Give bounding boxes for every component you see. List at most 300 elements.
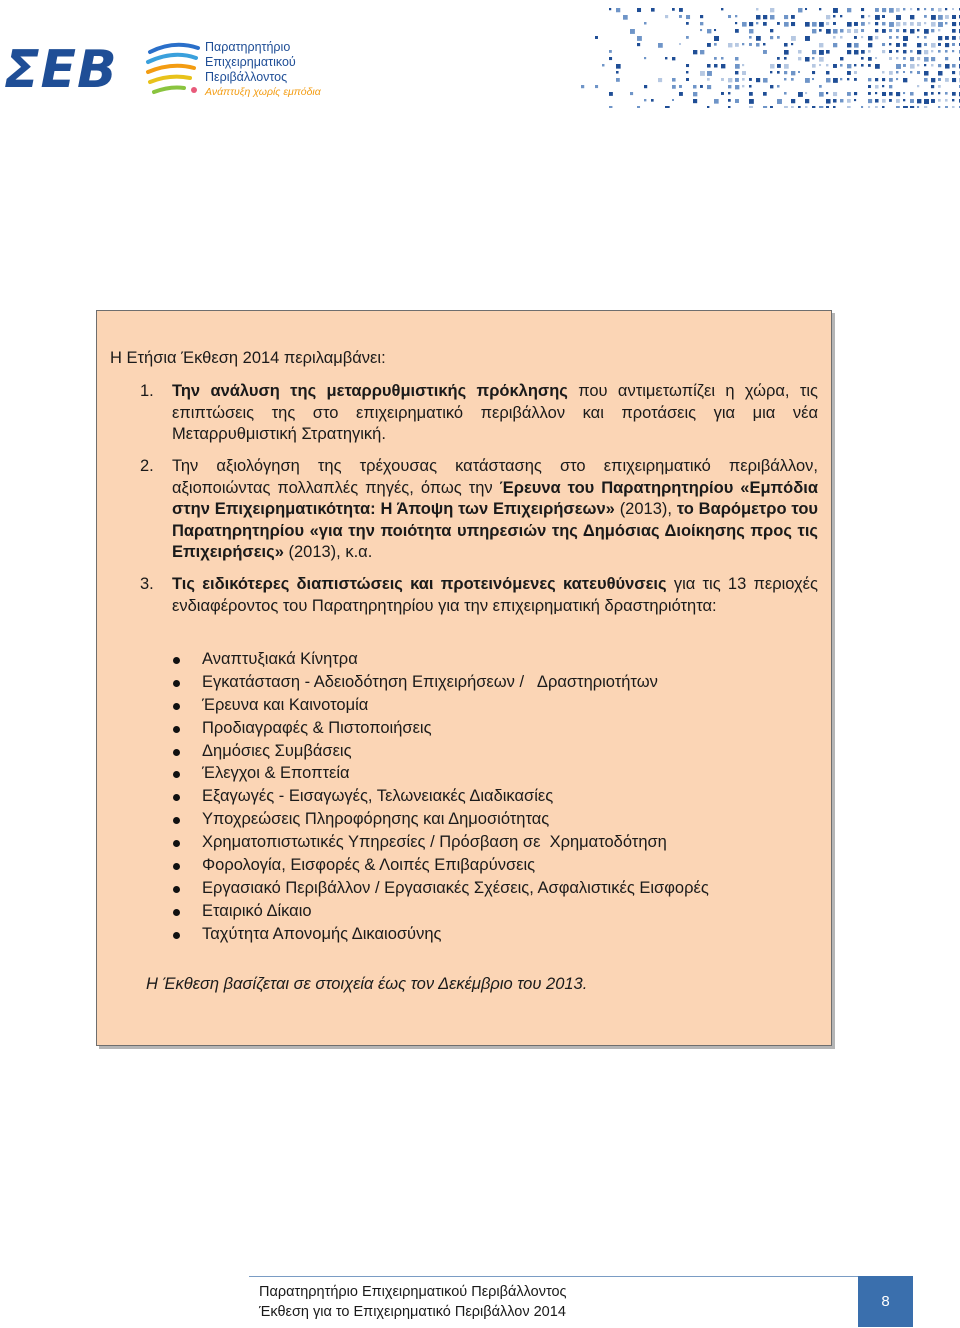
decorative-dot [665, 15, 668, 18]
list-item [171, 740, 709, 763]
decorative-dot [693, 92, 697, 96]
decorative-dot [735, 85, 739, 89]
decorative-dot [609, 50, 612, 53]
decorative-dot [952, 8, 954, 10]
decorative-dot [784, 57, 787, 60]
decorative-dot [798, 57, 801, 60]
decorative-dot [903, 22, 906, 25]
decorative-dot [728, 106, 731, 108]
decorative-dot [924, 15, 927, 18]
decorative-dot [630, 92, 633, 95]
decorative-dot [840, 29, 843, 32]
decorative-dot [777, 57, 780, 60]
decorative-dot [819, 43, 823, 47]
decorative-dot [707, 71, 712, 76]
decorative-dot [861, 106, 863, 108]
decorative-dot [672, 57, 675, 60]
decorative-dot [917, 8, 919, 10]
decorative-dot [651, 8, 655, 12]
decorative-dot [875, 22, 878, 25]
decorative-dot [735, 22, 737, 24]
decorative-dot [819, 64, 821, 66]
item-2-bold-a: Έρευνα του Παρατηρητηρίου «Εμπόδια στην Επιχειρηματικότητα: Η Άποψη των Επιχειρήσεων» [172, 478, 818, 518]
decorative-dot [749, 106, 753, 108]
decorative-dot [784, 64, 789, 69]
decorative-dot [763, 15, 767, 19]
decorative-dot [882, 106, 884, 108]
decorative-dot-pattern-icon [560, 8, 960, 108]
decorative-dot [749, 78, 752, 81]
decorative-dot [854, 22, 858, 26]
decorative-dot [840, 15, 842, 17]
decorative-dot [749, 85, 752, 88]
decorative-dot [882, 8, 886, 12]
decorative-dot [749, 22, 753, 26]
decorative-dot [882, 22, 885, 25]
decorative-dot [770, 85, 773, 88]
decorative-dot [896, 78, 898, 80]
decorative-dot [602, 64, 604, 66]
decorative-dot [903, 78, 907, 82]
intro-text: Η Ετήσια Έκθεση 2014 περιλαμβάνει: [110, 349, 386, 367]
decorative-dot [812, 71, 815, 74]
decorative-dot [658, 78, 662, 82]
decorative-dot [812, 29, 816, 33]
item-2-bold-b: το Βαρόμετρο του Παρατηρητηρίου «για την ποιότητα υπηρεσιών της Δημόσιας Διοίκησης προς τις Επιχειρήσεις» [172, 500, 819, 561]
decorative-dot [784, 78, 786, 80]
decorative-dot [665, 106, 670, 108]
item-1-bold: Την ανάλυση της μεταρρυθμιστικής πρόκλησης [172, 382, 568, 400]
observatory-logo-text [205, 40, 321, 100]
decorative-dot [826, 92, 828, 94]
list-item-text: Ταχύτητα Απονομής Δικαιοσύνης [202, 924, 442, 943]
decorative-dot [854, 99, 856, 101]
decorative-dot [854, 71, 857, 74]
interest-areas-list [171, 648, 709, 946]
decorative-dot [875, 92, 877, 94]
decorative-dot [917, 64, 919, 66]
decorative-dot [805, 57, 810, 62]
decorative-dot [938, 8, 942, 12]
decorative-dot [945, 106, 948, 108]
decorative-dot [910, 71, 912, 73]
decorative-dot [595, 36, 598, 39]
observatory-tagline: Ανάπτυξη χωρίς εμπόδια [205, 86, 321, 98]
decorative-dot [833, 106, 836, 108]
decorative-dot [889, 99, 892, 102]
bullet-icon [173, 749, 180, 756]
list-item [171, 923, 709, 946]
list-item [171, 648, 709, 671]
decorative-dot [882, 29, 886, 33]
decorative-dot [826, 71, 829, 74]
decorative-dot [945, 99, 948, 102]
decorative-dot [714, 99, 719, 104]
list-item [171, 671, 709, 694]
decorative-dot [868, 43, 872, 47]
footer-divider [249, 1276, 858, 1277]
decorative-dot [924, 106, 927, 108]
decorative-dot [896, 106, 900, 108]
decorative-dot [882, 85, 884, 87]
list-item-text: Εξαγωγές - Εισαγωγές, Τελωνειακές Διαδικασίες [202, 787, 554, 806]
decorative-dot [735, 43, 739, 47]
decorative-dot [882, 71, 884, 73]
item-2-number: 2. [140, 457, 154, 475]
decorative-dot [945, 64, 950, 69]
decorative-dot [812, 57, 814, 59]
decorative-dot [833, 64, 837, 68]
decorative-dot [721, 64, 725, 68]
decorative-dot [847, 43, 851, 47]
list-item-text: Προδιαγραφές & Πιστοποιήσεις [202, 718, 432, 737]
decorative-dot [756, 8, 758, 10]
decorative-dot [952, 64, 956, 68]
decorative-dot [861, 50, 865, 54]
bullet-icon [173, 863, 180, 870]
decorative-dot [889, 43, 891, 45]
decorative-dot [868, 36, 873, 41]
decorative-dot [637, 8, 641, 12]
decorative-dot [931, 43, 936, 48]
decorative-dot [938, 29, 940, 31]
decorative-dot [875, 85, 879, 89]
decorative-dot [840, 78, 842, 80]
decorative-dot [791, 43, 793, 45]
decorative-dot [728, 99, 731, 102]
decorative-dot [952, 36, 956, 40]
decorative-dot [903, 50, 906, 53]
decorative-dot [728, 78, 732, 82]
decorative-dot [917, 99, 921, 103]
decorative-dot [868, 57, 872, 61]
decorative-dot [756, 43, 760, 47]
decorative-dot [945, 43, 949, 47]
decorative-dot [798, 71, 800, 73]
decorative-dot [931, 57, 935, 61]
decorative-dot [777, 99, 782, 104]
decorative-dot [805, 8, 807, 10]
decorative-dot [938, 106, 940, 108]
decorative-dot [742, 71, 746, 75]
decorative-dot [931, 78, 935, 82]
decorative-dot [931, 64, 933, 66]
decorative-dot [770, 8, 774, 12]
decorative-dot [707, 43, 711, 47]
decorative-dot [931, 92, 934, 95]
decorative-dot [945, 15, 949, 19]
decorative-dot [735, 78, 739, 82]
decorative-dot [812, 50, 816, 54]
bullet-icon [173, 794, 180, 801]
decorative-dot [896, 50, 898, 52]
decorative-dot [854, 78, 857, 81]
decorative-dot [721, 8, 723, 10]
decorative-dot [686, 64, 689, 67]
decorative-dot [763, 78, 768, 83]
decorative-dot [833, 29, 838, 34]
closing-note: Η Έκθεση βασίζεται σε στοιχεία έως τον Δεκέμβριο του 2013. [146, 975, 588, 993]
decorative-dot [735, 15, 737, 17]
decorative-dot [868, 106, 870, 108]
decorative-dot [924, 71, 929, 76]
decorative-dot [847, 106, 851, 108]
decorative-dot [952, 106, 955, 108]
item-2-text-a: Την αξιολόγηση της τρέχουσας κατάστασης στο επιχειρηματικό περιβάλλον, αξιοποιώντας πολλαπλές πηγές, όπως την [172, 457, 818, 497]
decorative-dot [847, 78, 849, 80]
decorative-dot [784, 71, 787, 74]
item-1-text: που αντιμετωπίζει η χώρα, τις επιπτώσεις της στο επιχειρηματικό περιβάλλον και προτάσεις για μια νέα Μεταρρυθμιστική Στρατηγική. [172, 382, 819, 443]
list-item [171, 877, 709, 900]
decorative-dot [952, 78, 956, 82]
decorative-dot [861, 29, 864, 32]
decorative-dot [903, 43, 907, 47]
bullet-icon [173, 817, 180, 824]
decorative-dot [770, 15, 774, 19]
page-header [0, 0, 960, 110]
decorative-dot [875, 99, 879, 103]
decorative-dot [742, 64, 744, 66]
decorative-dot [609, 8, 611, 10]
decorative-dot [679, 8, 683, 12]
bullet-icon [173, 726, 180, 733]
decorative-dot [700, 50, 704, 54]
decorative-dot [847, 92, 851, 96]
item-1 [172, 381, 818, 446]
decorative-dot [840, 64, 843, 67]
bullet-icon [173, 932, 180, 939]
decorative-dot [889, 85, 892, 88]
decorative-dot [924, 50, 928, 54]
decorative-dot [756, 15, 760, 19]
decorative-dot [707, 85, 711, 89]
decorative-dot [707, 64, 711, 68]
decorative-dot [784, 15, 788, 19]
decorative-dot [931, 22, 936, 27]
decorative-dot [805, 22, 810, 27]
decorative-dot [749, 43, 752, 46]
decorative-dot [924, 64, 926, 66]
seb-logo: ΣΕΒ [4, 40, 118, 100]
list-item-text: Χρηματοπιστωτικές Υπηρεσίες / Πρόσβαση σε Χρηματοδότηση [202, 833, 667, 852]
decorative-dot [924, 99, 929, 104]
decorative-dot [917, 106, 919, 108]
list-item-text: Εταιρικό Δίκαιο [202, 901, 312, 920]
decorative-dot [658, 43, 663, 48]
decorative-dot [770, 29, 773, 32]
decorative-dot [784, 106, 788, 108]
decorative-dot [826, 78, 830, 82]
decorative-dot [924, 78, 928, 82]
decorative-dot [861, 22, 865, 26]
decorative-dot [938, 78, 941, 81]
list-item [171, 694, 709, 717]
decorative-dot [651, 99, 654, 102]
decorative-dot [672, 99, 674, 101]
decorative-dot [616, 64, 621, 69]
decorative-dot [819, 57, 824, 62]
bullet-icon [173, 840, 180, 847]
decorative-dot [700, 85, 703, 88]
decorative-dot [917, 85, 919, 87]
item-2-text-b: (2013), [614, 500, 677, 518]
decorative-dot [637, 43, 640, 46]
decorative-dot [945, 22, 947, 24]
decorative-dot [910, 99, 914, 103]
decorative-dot [735, 71, 738, 74]
list-item [171, 785, 709, 808]
decorative-dot [847, 99, 851, 103]
list-item-text: Φορολογία, Εισφορές & Λοιπές Επιβαρύνσεις [202, 856, 536, 875]
decorative-dot [945, 92, 948, 95]
decorative-dot [644, 85, 647, 88]
decorative-dot [938, 22, 943, 27]
bullet-icon [173, 886, 180, 893]
decorative-dot [910, 106, 914, 108]
decorative-dot [903, 8, 905, 10]
decorative-dot [735, 99, 739, 103]
bullet-icon [173, 703, 180, 710]
decorative-dot [833, 22, 836, 25]
decorative-dot [917, 29, 919, 31]
decorative-dot [889, 92, 893, 96]
decorative-dot [840, 99, 843, 102]
decorative-dot [784, 22, 789, 27]
decorative-dot [896, 64, 901, 69]
decorative-dot [609, 92, 613, 96]
decorative-dot [924, 29, 929, 34]
decorative-dot [686, 36, 689, 39]
decorative-dot [707, 78, 710, 81]
decorative-dot [952, 50, 954, 52]
bullet-icon [173, 909, 180, 916]
decorative-dot [812, 22, 817, 27]
decorative-dot [861, 64, 864, 67]
decorative-dot [833, 78, 838, 83]
decorative-dot [924, 92, 928, 96]
bullet-icon [173, 771, 180, 778]
decorative-dot [686, 71, 688, 73]
decorative-dot [938, 15, 943, 20]
decorative-dot [931, 50, 933, 52]
decorative-dot [791, 106, 794, 108]
decorative-dot [805, 99, 809, 103]
decorative-dot [749, 92, 753, 96]
list-item-text: Εργασιακό Περιβάλλον / Εργασιακές Σχέσεις, Ασφαλιστικές Εισφορές [202, 878, 709, 897]
decorative-dot [630, 29, 635, 34]
decorative-dot [791, 22, 795, 26]
decorative-dot [924, 8, 926, 10]
decorative-dot [868, 78, 871, 81]
decorative-dot [756, 22, 758, 24]
decorative-dot [833, 43, 837, 47]
decorative-dot [679, 15, 682, 18]
decorative-dot [931, 8, 934, 11]
page-number: 8 [858, 1276, 913, 1327]
decorative-dot [847, 64, 851, 68]
decorative-dot [637, 36, 642, 41]
decorative-dot [826, 15, 830, 19]
decorative-dot [889, 8, 894, 13]
decorative-dot [868, 64, 871, 67]
decorative-dot [742, 85, 744, 87]
decorative-dot [819, 8, 821, 10]
decorative-dot [749, 99, 754, 104]
decorative-dot [770, 71, 772, 73]
decorative-dot [938, 99, 941, 102]
list-item-text: Εγκατάσταση - Αδειοδότηση Επιχειρήσεων / Δραστηριοτήτων [202, 672, 658, 691]
decorative-dot [644, 99, 646, 101]
decorative-dot [910, 15, 914, 19]
decorative-dot [889, 78, 893, 82]
decorative-dot [875, 64, 880, 69]
decorative-dot [791, 99, 795, 103]
decorative-dot [700, 22, 703, 25]
decorative-dot [679, 43, 681, 45]
item-3-bold: Τις ειδικότερες διαπιστώσεις και προτεινόμενες κατευθύνσεις [172, 575, 667, 593]
decorative-dot [952, 22, 956, 26]
decorative-dot [924, 57, 929, 62]
decorative-dot [819, 85, 822, 88]
decorative-dot [952, 15, 956, 19]
item-3 [172, 574, 818, 617]
decorative-dot [700, 71, 705, 76]
decorative-dot [714, 64, 717, 67]
item-3-number: 3. [140, 575, 154, 593]
decorative-dot [707, 106, 709, 108]
decorative-dot [728, 92, 730, 94]
decorative-dot [798, 8, 802, 12]
decorative-dot [861, 15, 864, 18]
decorative-dot [826, 50, 830, 54]
decorative-dot [896, 43, 900, 47]
decorative-dot [882, 50, 885, 53]
decorative-dot [840, 57, 843, 60]
decorative-dot [721, 78, 724, 81]
decorative-dot [889, 50, 892, 53]
decorative-dot [784, 92, 787, 95]
decorative-dot [896, 99, 900, 103]
bullet-icon [173, 680, 180, 687]
decorative-dot [777, 85, 780, 88]
decorative-dot [700, 15, 703, 18]
decorative-dot [938, 71, 943, 76]
decorative-dot [770, 64, 774, 68]
decorative-dot [903, 29, 906, 32]
decorative-dot [756, 36, 761, 41]
decorative-dot [896, 36, 899, 39]
decorative-dot [735, 57, 739, 61]
decorative-dot [791, 36, 796, 41]
decorative-dot [728, 43, 732, 47]
decorative-dot [854, 92, 857, 95]
decorative-dot [903, 57, 906, 60]
decorative-dot [770, 106, 773, 108]
decorative-dot [707, 29, 711, 33]
list-item-text: Δημόσιες Συμβάσεις [202, 741, 352, 760]
decorative-dot [749, 29, 753, 33]
item-2 [172, 456, 818, 564]
decorative-dot [854, 43, 859, 48]
decorative-dot [728, 85, 731, 88]
footer-text [259, 1282, 567, 1322]
decorative-dot [609, 106, 612, 108]
decorative-dot [931, 99, 935, 103]
decorative-dot [910, 92, 914, 96]
decorative-dot [819, 50, 824, 55]
decorative-dot [875, 57, 877, 59]
decorative-dot [910, 64, 915, 69]
